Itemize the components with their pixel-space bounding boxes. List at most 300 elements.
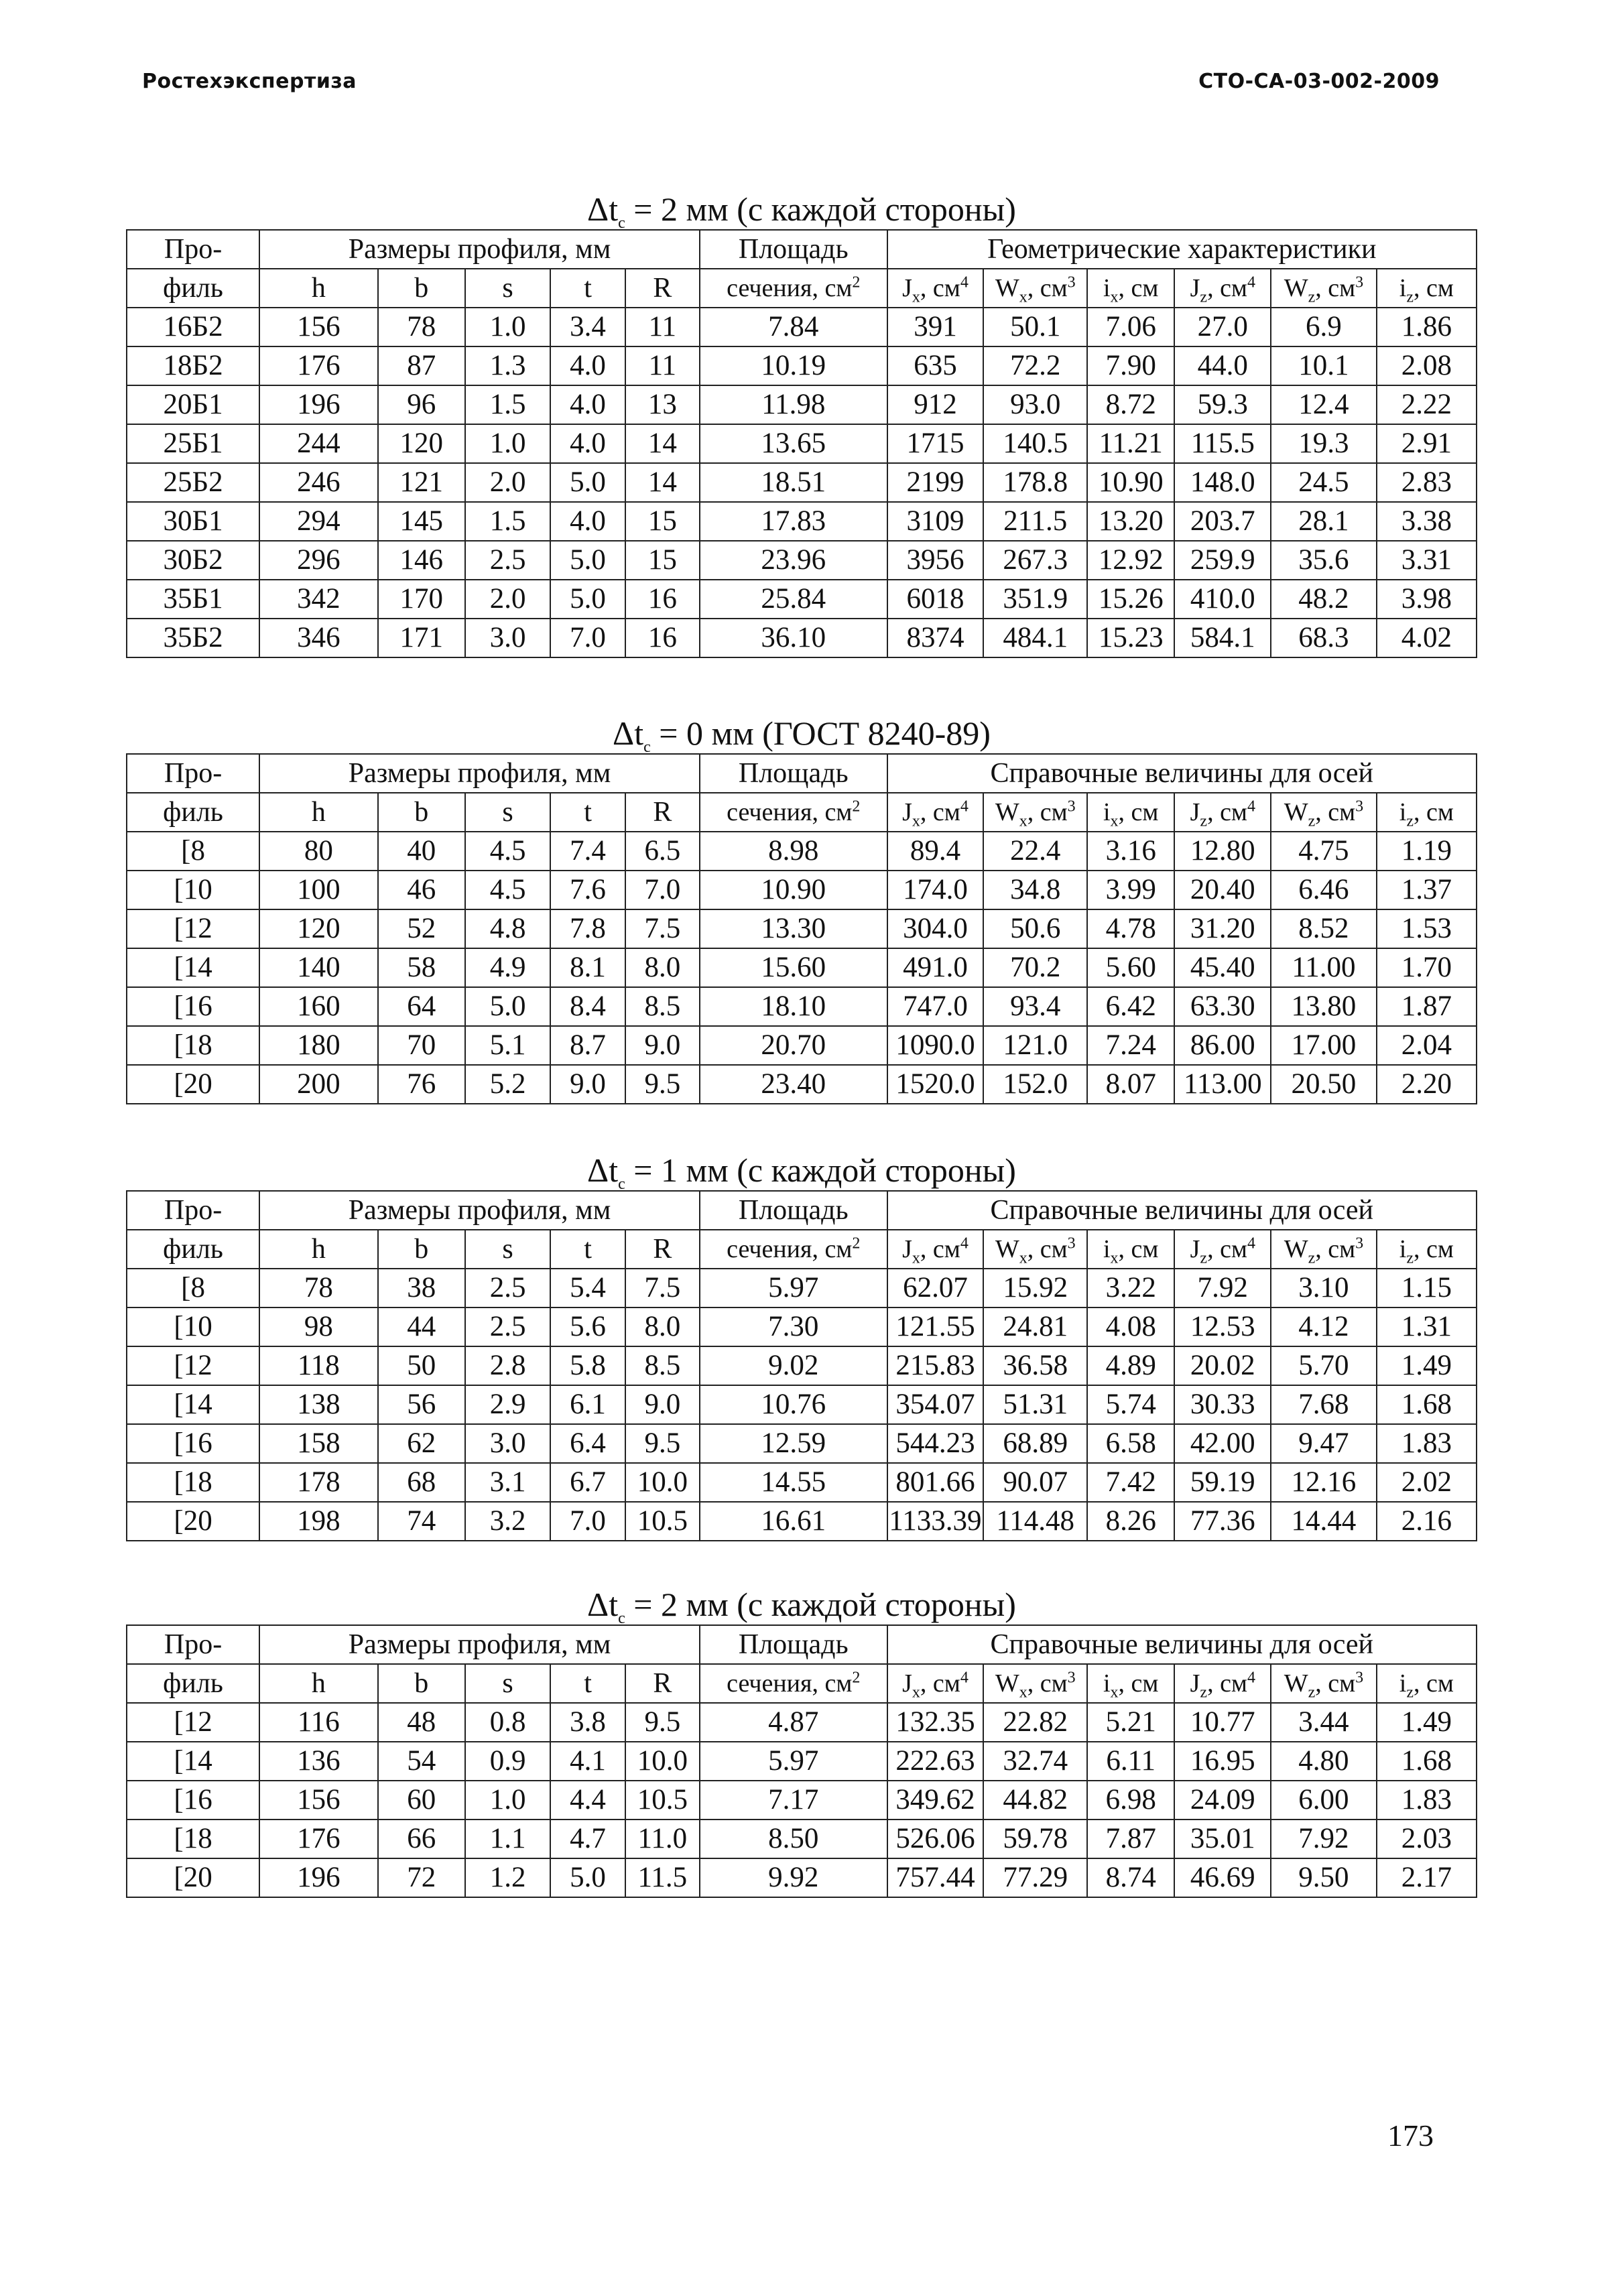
table-cell: 8.72 <box>1087 385 1174 424</box>
table-cell: 3.8 <box>550 1703 625 1742</box>
table-cell: 4.0 <box>550 346 625 385</box>
table-cell: 22.4 <box>983 832 1087 871</box>
table-cell: 160 <box>259 987 377 1026</box>
table-row <box>127 1308 1477 1346</box>
table-cell: 9.5 <box>625 1065 700 1104</box>
table-cell: 100 <box>259 871 377 909</box>
table-row <box>127 1502 1477 1541</box>
col-R: R <box>625 1664 700 1703</box>
table-cell: 9.5 <box>625 1424 700 1463</box>
table-cell: 40 <box>378 832 465 871</box>
chars-group-header: Справочные величины для осей <box>887 1191 1477 1230</box>
table-cell: 12.16 <box>1271 1463 1376 1502</box>
table-cell: 116 <box>259 1703 377 1742</box>
col-t: t <box>550 1664 625 1703</box>
chars-group-header: Справочные величины для осей <box>887 1625 1477 1664</box>
table-cell: 6.9 <box>1271 308 1376 346</box>
table-cell: 4.0 <box>550 385 625 424</box>
table-cell: 8.0 <box>625 948 700 987</box>
table-cell: 7.17 <box>700 1781 887 1820</box>
table-cell: 5.60 <box>1087 948 1174 987</box>
table-cell: 45.40 <box>1174 948 1271 987</box>
table-cell: 1520.0 <box>887 1065 984 1104</box>
table-cell: 3.10 <box>1271 1269 1376 1308</box>
table-cell: 68 <box>378 1463 465 1502</box>
table-cell: 7.0 <box>625 871 700 909</box>
col-profile-top: Про- <box>127 754 259 793</box>
delta-subscript: c <box>618 214 625 232</box>
table-cell: 17.83 <box>700 502 887 541</box>
col-jz: $J_z$, $см^4$ <box>1174 1664 1271 1703</box>
table-cell: 180 <box>259 1026 377 1065</box>
table-cell: 757.44 <box>887 1858 984 1897</box>
table-cell: 70.2 <box>983 948 1087 987</box>
col-wz: $W_z$, $см^3$ <box>1271 269 1376 308</box>
table-cell: 5.8 <box>550 1346 625 1385</box>
table-cell: 20.50 <box>1271 1065 1376 1104</box>
table-cell: 1.83 <box>1377 1781 1477 1820</box>
delta-t-symbol: Δt <box>613 714 644 752</box>
col-profile-bottom: филь <box>127 1664 259 1703</box>
col-t: t <box>550 793 625 832</box>
table-cell: 6.5 <box>625 832 700 871</box>
table-cell: 9.92 <box>700 1858 887 1897</box>
col-jx: $J_x$, $см^4$ <box>887 1664 984 1703</box>
table-cell: 491.0 <box>887 948 984 987</box>
table-cell: 176 <box>259 346 377 385</box>
table-cell: 148.0 <box>1174 463 1271 502</box>
col-profile-top: Про- <box>127 1191 259 1230</box>
col-jx: $J_x$, $см^4$ <box>887 269 984 308</box>
col-b: b <box>378 1230 465 1269</box>
table-cell: 1.5 <box>465 385 551 424</box>
table-cell: 30.33 <box>1174 1385 1271 1424</box>
table-cell: 1.86 <box>1377 308 1477 346</box>
table-cell: 74 <box>378 1502 465 1541</box>
table-cell: 8.50 <box>700 1820 887 1858</box>
table-cell: 68.3 <box>1271 619 1376 657</box>
table-cell: 46.69 <box>1174 1858 1271 1897</box>
table-cell: 14.55 <box>700 1463 887 1502</box>
table-cell: 7.92 <box>1271 1820 1376 1858</box>
table-cell: 3.31 <box>1377 541 1477 580</box>
table-cell: 354.07 <box>887 1385 984 1424</box>
table-cell: 113.00 <box>1174 1065 1271 1104</box>
table-cell: 1133.39 <box>887 1502 984 1541</box>
table-cell: 4.78 <box>1087 909 1174 948</box>
col-jz: $J_z$, $см^4$ <box>1174 1230 1271 1269</box>
table-cell: 121.55 <box>887 1308 984 1346</box>
table-cell: 140 <box>259 948 377 987</box>
table-cell: 25Б1 <box>127 424 259 463</box>
table-cell: 584.1 <box>1174 619 1271 657</box>
table-cell: 36.10 <box>700 619 887 657</box>
table-cell: 48.2 <box>1271 580 1376 619</box>
table-cell: 178 <box>259 1463 377 1502</box>
table-cell: 304.0 <box>887 909 984 948</box>
table-row <box>127 1703 1477 1742</box>
table-cell: 1090.0 <box>887 1026 984 1065</box>
table-cell: 8.98 <box>700 832 887 871</box>
table-cell: [14 <box>127 1742 259 1781</box>
delta-subscript: c <box>643 739 651 756</box>
col-jx: $J_x$, $см^4$ <box>887 1230 984 1269</box>
col-h: h <box>259 1230 377 1269</box>
table-cell: 24.09 <box>1174 1781 1271 1820</box>
table-cell: 7.06 <box>1087 308 1174 346</box>
col-wz: $W_z$, $см^3$ <box>1271 1664 1376 1703</box>
table-cell: 8.52 <box>1271 909 1376 948</box>
table-cell: 1.19 <box>1377 832 1477 871</box>
table-cell: 5.1 <box>465 1026 551 1065</box>
table-cell: 17.00 <box>1271 1026 1376 1065</box>
col-area: сечения, $см^2$ <box>700 793 887 832</box>
table-cell: 46 <box>378 871 465 909</box>
col-b: b <box>378 793 465 832</box>
table-cell: 15.60 <box>700 948 887 987</box>
col-ix: $i_x$, см <box>1087 1664 1174 1703</box>
table-cell: [20 <box>127 1858 259 1897</box>
table-cell: [8 <box>127 832 259 871</box>
table-cell: 4.87 <box>700 1703 887 1742</box>
col-ix: $i_x$, см <box>1087 1230 1174 1269</box>
table-cell: 68.89 <box>983 1424 1087 1463</box>
table-cell: 6.1 <box>550 1385 625 1424</box>
table-cell: [20 <box>127 1502 259 1541</box>
table-cell: [16 <box>127 1781 259 1820</box>
table-cell: 10.76 <box>700 1385 887 1424</box>
table-cell: [10 <box>127 1308 259 1346</box>
table-row <box>127 424 1477 463</box>
table-cell: 8.5 <box>625 1346 700 1385</box>
table-row <box>127 1346 1477 1385</box>
table-cell: 1.49 <box>1377 1703 1477 1742</box>
table-cell: 3.0 <box>465 619 551 657</box>
table-cell: [18 <box>127 1463 259 1502</box>
table-cell: 1.1 <box>465 1820 551 1858</box>
col-area: сечения, $см^2$ <box>700 269 887 308</box>
table-cell: 156 <box>259 1781 377 1820</box>
col-R: R <box>625 269 700 308</box>
table-cell: 13.65 <box>700 424 887 463</box>
table-cell: [14 <box>127 1385 259 1424</box>
table-cell: 346 <box>259 619 377 657</box>
table-cell: 140.5 <box>983 424 1087 463</box>
table-row <box>127 541 1477 580</box>
table-caption <box>126 1584 1477 1627</box>
table-cell: 93.4 <box>983 987 1087 1026</box>
col-profile-bottom: филь <box>127 1230 259 1269</box>
table-cell: 4.0 <box>550 502 625 541</box>
table-cell: 11.0 <box>625 1820 700 1858</box>
table-cell: 8.0 <box>625 1308 700 1346</box>
table-cell: 16Б2 <box>127 308 259 346</box>
col-jx: $J_x$, $см^4$ <box>887 793 984 832</box>
table-cell: 7.92 <box>1174 1269 1271 1308</box>
col-t: t <box>550 269 625 308</box>
table-cell: 35Б1 <box>127 580 259 619</box>
table-cell: 3.4 <box>550 308 625 346</box>
table-cell: 10.77 <box>1174 1703 1271 1742</box>
table-cell: 4.4 <box>550 1781 625 1820</box>
table-cell: 203.7 <box>1174 502 1271 541</box>
table-cell: 16 <box>625 619 700 657</box>
table-cell: 1.15 <box>1377 1269 1477 1308</box>
table-cell: 6.4 <box>550 1424 625 1463</box>
chars-group-header: Справочные величины для осей <box>887 754 1477 793</box>
table-cell: 35.01 <box>1174 1820 1271 1858</box>
table-cell: 198 <box>259 1502 377 1541</box>
table-cell: 10.0 <box>625 1742 700 1781</box>
table-cell: 15.23 <box>1087 619 1174 657</box>
table-cell: 0.9 <box>465 1742 551 1781</box>
table-cell: 152.0 <box>983 1065 1087 1104</box>
col-iz: $i_z$, см <box>1377 269 1477 308</box>
table-cell: 115.5 <box>1174 424 1271 463</box>
table-cell: 0.8 <box>465 1703 551 1742</box>
table-cell: 10.90 <box>700 871 887 909</box>
table-cell: 19.3 <box>1271 424 1376 463</box>
table-cell: 16 <box>625 580 700 619</box>
table-cell: 24.81 <box>983 1308 1087 1346</box>
table-cell: 9.0 <box>550 1065 625 1104</box>
dims-group-header: Размеры профиля, мм <box>259 230 700 269</box>
profile-table <box>126 1624 1477 1898</box>
delta-t-symbol: Δt <box>587 1151 619 1189</box>
table-cell: 3.1 <box>465 1463 551 1502</box>
table-cell: 8.4 <box>550 987 625 1026</box>
table-cell: 132.35 <box>887 1703 984 1742</box>
table-cell: 13.80 <box>1271 987 1376 1026</box>
col-iz: $i_z$, см <box>1377 793 1477 832</box>
col-wz: $W_z$, $см^3$ <box>1271 1230 1376 1269</box>
table-cell: 5.74 <box>1087 1385 1174 1424</box>
table-cell: 196 <box>259 385 377 424</box>
table-cell: 62 <box>378 1424 465 1463</box>
table-cell: 3.0 <box>465 1424 551 1463</box>
table-cell: 11.98 <box>700 385 887 424</box>
table-cell: 2.17 <box>1377 1858 1477 1897</box>
table-cell: 35.6 <box>1271 541 1376 580</box>
table-cell: [14 <box>127 948 259 987</box>
table-cell: 8.74 <box>1087 1858 1174 1897</box>
table-cell: 52 <box>378 909 465 948</box>
table-cell: 544.23 <box>887 1424 984 1463</box>
table-cell: 62.07 <box>887 1269 984 1308</box>
delta-subscript: c <box>618 1610 625 1627</box>
table-cell: 120 <box>378 424 465 463</box>
table-cell: 2.5 <box>465 1269 551 1308</box>
table-cell: 294 <box>259 502 377 541</box>
table-cell: 1.49 <box>1377 1346 1477 1385</box>
table-cell: 484.1 <box>983 619 1087 657</box>
table-cell: 3.2 <box>465 1502 551 1541</box>
table-cell: 13.20 <box>1087 502 1174 541</box>
table-cell: 2199 <box>887 463 984 502</box>
table-cell: 8.5 <box>625 987 700 1026</box>
table-cell: 2.02 <box>1377 1463 1477 1502</box>
table-cell: 8.07 <box>1087 1065 1174 1104</box>
table-cell: 296 <box>259 541 377 580</box>
table-cell: 801.66 <box>887 1463 984 1502</box>
table-cell: 30Б1 <box>127 502 259 541</box>
table-cell: 18.10 <box>700 987 887 1026</box>
table-cell: 121 <box>378 463 465 502</box>
col-s: s <box>465 1664 551 1703</box>
table-cell: 38 <box>378 1269 465 1308</box>
table-cell: 72 <box>378 1858 465 1897</box>
table-cell: [12 <box>127 909 259 948</box>
table-cell: 4.9 <box>465 948 551 987</box>
table-cell: 35Б2 <box>127 619 259 657</box>
chars-group-header: Геометрические характеристики <box>887 230 1477 269</box>
table-cell: 3.98 <box>1377 580 1477 619</box>
table-cell: 59.78 <box>983 1820 1087 1858</box>
col-profile-top: Про- <box>127 1625 259 1664</box>
table-cell: 10.1 <box>1271 346 1376 385</box>
table-row <box>127 580 1477 619</box>
caption-text: = 2 мм (с каждой стороны) <box>625 190 1016 228</box>
table-cell: 1.53 <box>1377 909 1477 948</box>
table-cell: 89.4 <box>887 832 984 871</box>
table-cell: 2.5 <box>465 541 551 580</box>
table-cell: 5.0 <box>550 463 625 502</box>
table-cell: 6.46 <box>1271 871 1376 909</box>
table-cell: 120 <box>259 909 377 948</box>
table-cell: 2.20 <box>1377 1065 1477 1104</box>
table-row <box>127 832 1477 871</box>
table-cell: 4.7 <box>550 1820 625 1858</box>
table-cell: 70 <box>378 1026 465 1065</box>
table-cell: 96 <box>378 385 465 424</box>
table-cell: 10.90 <box>1087 463 1174 502</box>
table-cell: 10.5 <box>625 1502 700 1541</box>
table-cell: 11.5 <box>625 1858 700 1897</box>
table-cell: 178.8 <box>983 463 1087 502</box>
table-cell: 7.84 <box>700 308 887 346</box>
table-row <box>127 346 1477 385</box>
col-area: сечения, $см^2$ <box>700 1664 887 1703</box>
delta-t-symbol: Δt <box>587 190 619 228</box>
table-cell: 156 <box>259 308 377 346</box>
table-cell: 34.8 <box>983 871 1087 909</box>
table-cell: 145 <box>378 502 465 541</box>
table-cell: 342 <box>259 580 377 619</box>
table-cell: 23.96 <box>700 541 887 580</box>
table-section-4 <box>126 1584 1477 1898</box>
table-cell: 18Б2 <box>127 346 259 385</box>
table-cell: 10.5 <box>625 1781 700 1820</box>
table-cell: 9.5 <box>625 1703 700 1742</box>
col-jz: $J_z$, $см^4$ <box>1174 269 1271 308</box>
table-cell: 6.58 <box>1087 1424 1174 1463</box>
table-cell: 114.48 <box>983 1502 1087 1541</box>
table-cell: 25Б2 <box>127 463 259 502</box>
table-cell: 58 <box>378 948 465 987</box>
col-t: t <box>550 1230 625 1269</box>
table-cell: [18 <box>127 1820 259 1858</box>
table-cell: 211.5 <box>983 502 1087 541</box>
col-h: h <box>259 793 377 832</box>
table-cell: 98 <box>259 1308 377 1346</box>
col-iz: $i_z$, см <box>1377 1230 1477 1269</box>
table-cell: 77.29 <box>983 1858 1087 1897</box>
table-cell: 118 <box>259 1346 377 1385</box>
table-cell: 5.0 <box>550 580 625 619</box>
col-b: b <box>378 269 465 308</box>
table-row <box>127 871 1477 909</box>
table-cell: 246 <box>259 463 377 502</box>
table-cell: 50.1 <box>983 308 1087 346</box>
table-cell: 6.7 <box>550 1463 625 1502</box>
table-cell: 8.26 <box>1087 1502 1174 1541</box>
table-cell: 78 <box>259 1269 377 1308</box>
table-cell: 12.59 <box>700 1424 887 1463</box>
table-cell: 2.16 <box>1377 1502 1477 1541</box>
table-cell: 6.98 <box>1087 1781 1174 1820</box>
col-profile-top: Про- <box>127 230 259 269</box>
table-cell: 1.68 <box>1377 1742 1477 1781</box>
table-cell: 13 <box>625 385 700 424</box>
table-cell: 138 <box>259 1385 377 1424</box>
table-section-3 <box>126 1150 1477 1541</box>
table-cell: 6.00 <box>1271 1781 1376 1820</box>
col-h: h <box>259 1664 377 1703</box>
table-cell: 410.0 <box>1174 580 1271 619</box>
table-cell: 2.03 <box>1377 1820 1477 1858</box>
col-R: R <box>625 1230 700 1269</box>
col-area-top: Площадь <box>700 754 887 793</box>
table-cell: 54 <box>378 1742 465 1781</box>
table-cell: 51.31 <box>983 1385 1087 1424</box>
table-cell: 27.0 <box>1174 308 1271 346</box>
table-cell: 2.5 <box>465 1308 551 1346</box>
table-cell: 7.30 <box>700 1308 887 1346</box>
dims-group-header: Размеры профиля, мм <box>259 1625 700 1664</box>
table-cell: 1.2 <box>465 1858 551 1897</box>
table-cell: 16.95 <box>1174 1742 1271 1781</box>
table-cell: 93.0 <box>983 385 1087 424</box>
dims-group-header: Размеры профиля, мм <box>259 1191 700 1230</box>
table-cell: 1.5 <box>465 502 551 541</box>
table-cell: 7.5 <box>625 1269 700 1308</box>
table-cell: 1715 <box>887 424 984 463</box>
table-cell: 526.06 <box>887 1820 984 1858</box>
col-wx: $W_x$, $см^3$ <box>983 1664 1087 1703</box>
table-cell: 32.74 <box>983 1742 1087 1781</box>
table-row <box>127 1026 1477 1065</box>
col-b: b <box>378 1664 465 1703</box>
col-ix: $i_x$, см <box>1087 793 1174 832</box>
col-area-top: Площадь <box>700 1625 887 1664</box>
table-cell: 3.38 <box>1377 502 1477 541</box>
table-cell: 7.24 <box>1087 1026 1174 1065</box>
table-cell: 2.08 <box>1377 346 1477 385</box>
table-cell: 8.1 <box>550 948 625 987</box>
table-cell: 146 <box>378 541 465 580</box>
table-cell: 5.97 <box>700 1269 887 1308</box>
table-cell: 1.3 <box>465 346 551 385</box>
table-row <box>127 1742 1477 1781</box>
table-cell: 10.19 <box>700 346 887 385</box>
dims-group-header: Размеры профиля, мм <box>259 754 700 793</box>
table-caption <box>126 1150 1477 1193</box>
table-row <box>127 1463 1477 1502</box>
table-cell: 76 <box>378 1065 465 1104</box>
table-cell: 4.02 <box>1377 619 1477 657</box>
table-cell: 15 <box>625 541 700 580</box>
table-cell: 5.97 <box>700 1742 887 1781</box>
